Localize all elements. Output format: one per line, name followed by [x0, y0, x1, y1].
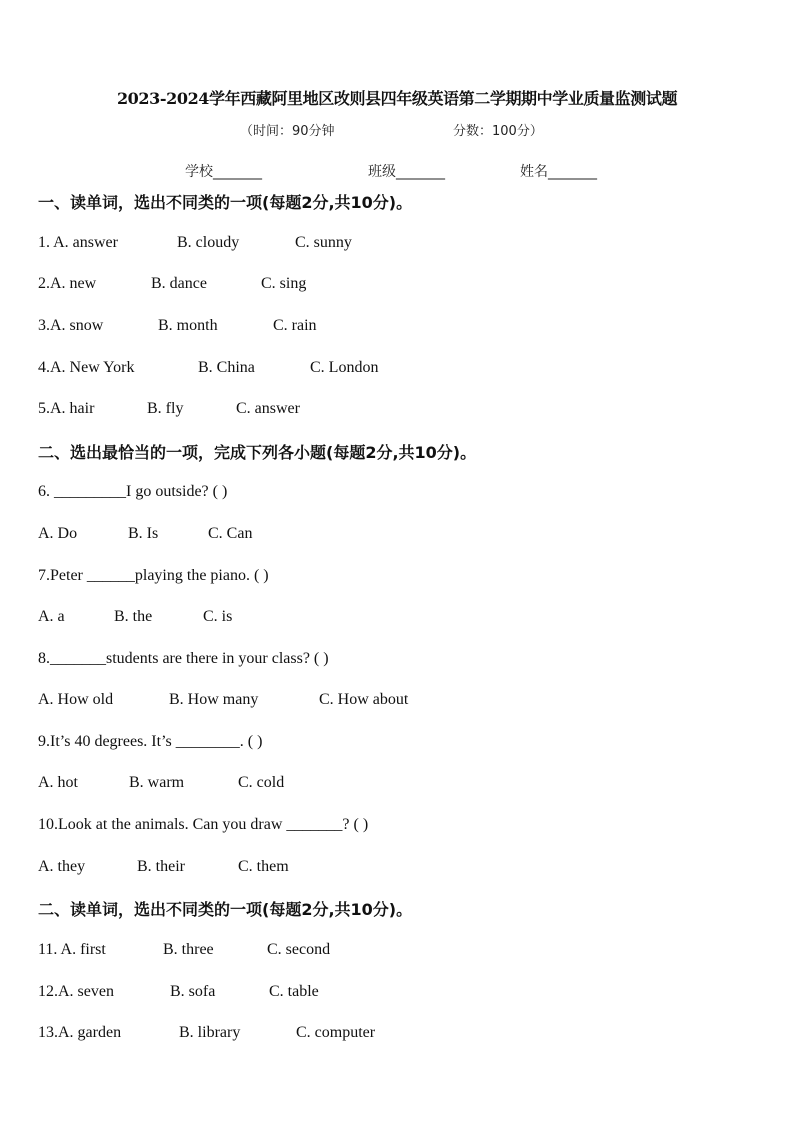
- option-c: C. is: [203, 608, 233, 625]
- option-a: 11. A. first: [38, 941, 106, 958]
- option-a: A. Do: [38, 525, 78, 542]
- option-c: C. them: [238, 858, 289, 875]
- option-b: B. cloudy: [177, 234, 240, 251]
- option-a: A. a: [38, 608, 65, 625]
- option-a: A. hot: [38, 774, 78, 791]
- option-c: C. sunny: [295, 234, 352, 251]
- option-a: 3.A. snow: [38, 317, 104, 334]
- name-field: 姓名_______: [520, 164, 597, 180]
- section-heading-2: 二、选出最恰当的一项，完成下列各小题(每题2分,共10分)。: [38, 443, 477, 462]
- school-field: 学校_______: [185, 164, 262, 180]
- option-c: C. cold: [238, 774, 285, 791]
- exam-score: 分数：100分）: [453, 124, 543, 139]
- option-c: C. London: [310, 359, 379, 376]
- option-b: B. the: [114, 608, 153, 625]
- option-b: B. sofa: [170, 983, 216, 1000]
- option-c: C. answer: [236, 400, 300, 417]
- question-7: 7.Peter ______playing the piano. ( ): [38, 567, 269, 584]
- page-title: 2023-2024学年西藏阿里地区改则县四年级英语第二学期期中学业质量监测试题: [116, 89, 678, 108]
- option-b: B. fly: [147, 400, 184, 417]
- option-c: C. Can: [208, 525, 253, 542]
- option-b: B. their: [137, 858, 185, 875]
- option-c: C. sing: [261, 275, 307, 292]
- option-b: B. three: [163, 941, 214, 958]
- question-9: 9.It’s 40 degrees. It’s ________. ( ): [38, 733, 263, 750]
- exam-time: （时间：90分钟: [240, 124, 335, 139]
- option-a: 13.A. garden: [38, 1024, 122, 1041]
- option-a: 2.A. new: [38, 275, 97, 292]
- option-c: C. How about: [319, 691, 409, 708]
- option-c: C. table: [269, 983, 319, 1000]
- option-a: A. they: [38, 858, 86, 875]
- option-a: 1. A. answer: [38, 234, 118, 251]
- option-a: 4.A. New York: [38, 359, 135, 376]
- option-b: B. dance: [151, 275, 207, 292]
- option-a: 5.A. hair: [38, 400, 95, 417]
- option-b: B. How many: [169, 691, 259, 708]
- option-c: C. computer: [296, 1024, 376, 1041]
- option-b: B. China: [198, 359, 255, 376]
- option-b: B. library: [179, 1024, 241, 1041]
- class-field: 班级_______: [368, 164, 445, 180]
- option-b: B. warm: [129, 774, 185, 791]
- option-c: C. rain: [273, 317, 317, 334]
- option-a: 12.A. seven: [38, 983, 114, 1000]
- question-8: 8._______students are there in your class? ( ): [38, 650, 329, 667]
- question-6: 6. _________I go outside? ( ): [38, 483, 228, 500]
- question-10: 10.Look at the animals. Can you draw _______? ( ): [38, 816, 369, 833]
- option-b: B. month: [158, 317, 218, 334]
- option-a: A. How old: [38, 691, 114, 708]
- section-heading-3: 二、读单词，选出不同类的一项(每题2分,共10分)。: [38, 900, 413, 919]
- option-c: C. second: [267, 941, 331, 958]
- section-heading-1: 一、读单词，选出不同类的一项(每题2分,共10分)。: [38, 193, 413, 212]
- option-b: B. Is: [128, 525, 159, 542]
